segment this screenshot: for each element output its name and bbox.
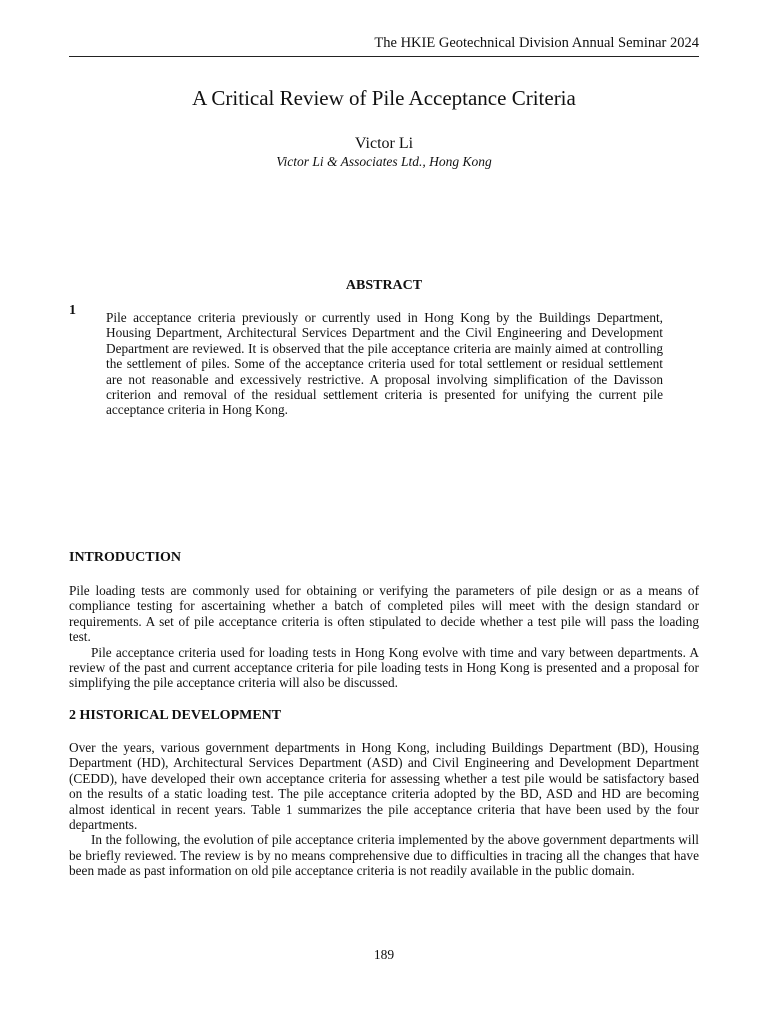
introduction-heading: INTRODUCTION — [69, 550, 182, 565]
introduction-paragraph-1: Pile loading tests are commonly used for obtaining or verifying the parameters of pile design or as a means of compliance testing for ascertaining whether a batch of completed piles will meet with the design standard or requirements. A set of pile acceptance criteria is often stipulated to decide whether a test pile will pass the loading test. — [69, 583, 699, 645]
header-rule — [69, 56, 699, 57]
author-affiliation: Victor Li & Associates Ltd., Hong Kong — [276, 154, 492, 169]
historical-paragraph-1: Over the years, various government departments in Hong Kong, including Buildings Department (BD), Housing Department (HD), Architectural Services Department (ASD) and Civil Engineering and Development Department (CEDD), have developed their own acceptance criteria for assessing whether a test pile would be satisfactory based on the results of a static loading test. The pile acceptance criteria adopted by the BD, ASD and HD are becoming almost identical in recent years. Table 1 summarizes the pile acceptance criteria that have been used by the four departments. — [69, 740, 699, 833]
running-head: The HKIE Geotechnical Division Annual Seminar 2024 — [374, 35, 699, 51]
abstract-text: Pile acceptance criteria previously or currently used in Hong Kong by the Buildings Department, Housing Department, Architectural Services Department and the Civil Engineering and Development Department are reviewed. It is observed that the pile acceptance criteria are mainly aimed at controlling the settlement of piles. Some of the acceptance criteria used for total settlement or residual settlement are not reasonable and excessively restrictive. A proposal involving simplification of the Davisson criterion and removal of the residual settlement criteria is presented for unifying the current pile acceptance criteria in Hong Kong. — [106, 310, 663, 418]
abstract-number: 1 — [69, 303, 76, 318]
historical-paragraph-2: In the following, the evolution of pile acceptance criteria implemented by the above government departments will be briefly reviewed. The review is by no means comprehensive due to difficulties in tracing all the changes that have been made as past information on old pile acceptance criteria is not readily available in the public domain. — [69, 832, 699, 879]
author-name: Victor Li — [354, 135, 414, 152]
historical-development-heading: 2 HISTORICAL DEVELOPMENT — [69, 708, 282, 723]
historical-development-body — [69, 740, 699, 879]
paper-title: A Critical Review of Pile Acceptance Criteria — [192, 86, 576, 110]
introduction-paragraph-2: Pile acceptance criteria used for loading tests in Hong Kong evolve with time and vary between departments. A review of the past and current acceptance criteria for pile loading tests in Hong Kong is presented and a proposal for simplifying the pile acceptance criteria will also be discussed. — [69, 644, 699, 691]
introduction-body — [69, 583, 699, 691]
page-number: 189 — [373, 947, 395, 962]
abstract-heading: ABSTRACT — [345, 278, 423, 293]
